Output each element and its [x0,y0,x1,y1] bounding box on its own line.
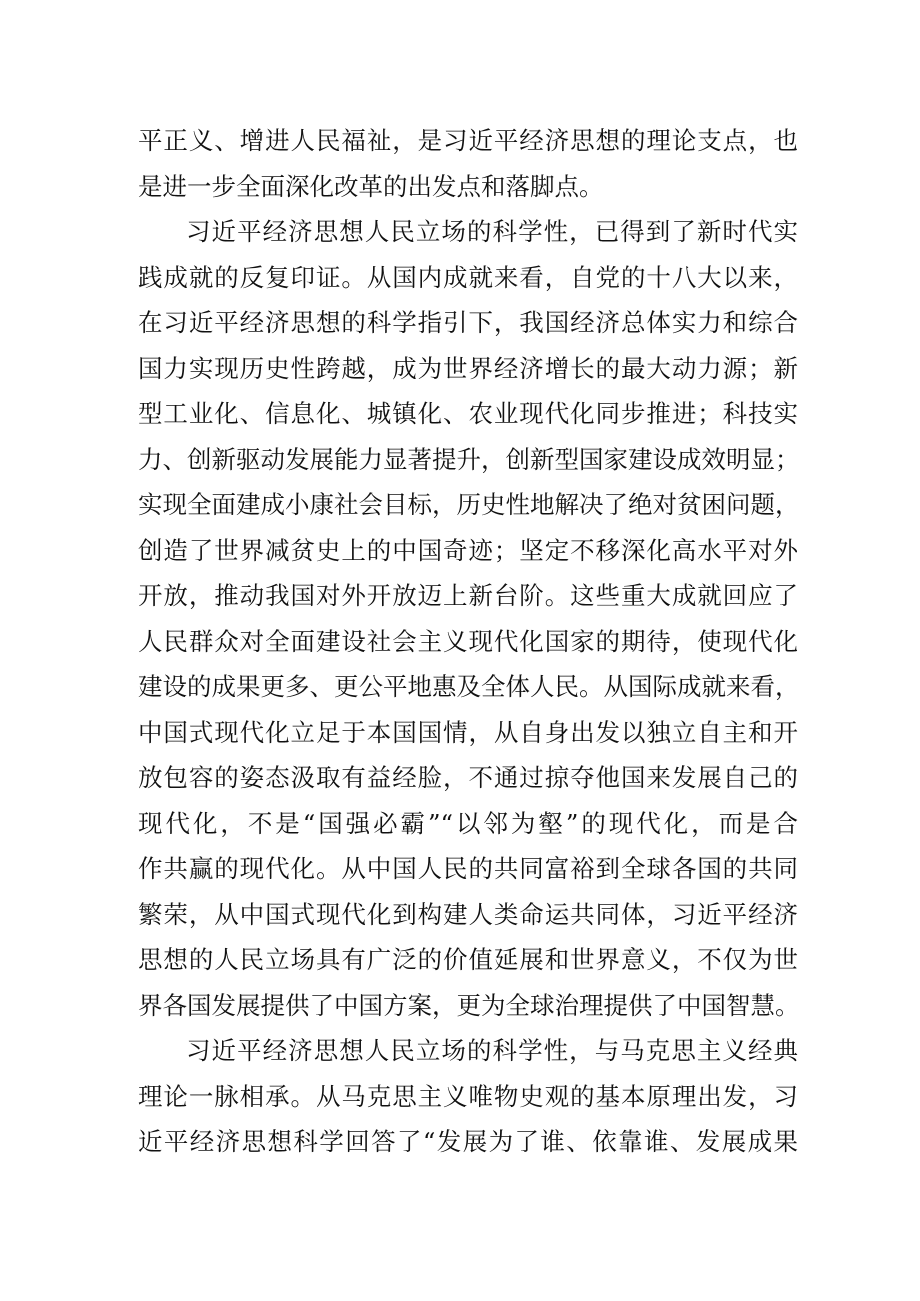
text-line: 践成就的反复印证。从国内成就来看，自党的十八大以来， [138,262,798,292]
body-text [138,118,798,1165]
text-line: 创造了世界减贫史上的中国奇迹；坚定不移深化高水平对外 [138,535,798,565]
paragraph-first-line: 习近平经济思想人民立场的科学性，已得到了新时代实 [186,217,798,246]
text-line: 思想的人民立场具有广泛的价值延展和世界意义，不仅为世 [138,945,798,974]
text-line: 实现全面建成小康社会目标，历史性地解决了绝对贫困问题， [138,490,800,519]
text-line: 力、创新驱动发展能力显著提升，创新型国家建设成效明显； [138,444,800,474]
text-line: 是进一步全面深化改革的出发点和落脚点。 [138,171,604,201]
text-line: 平正义、增进人民福祉，是习近平经济思想的理论支点，也 [138,126,798,155]
text-line: 中国式现代化立足于本国国情，从自身出发以独立自主和开 [138,717,798,747]
text-line: 建设的成果更多、更公平地惠及全体人民。从国际成就来看， [138,672,800,701]
text-line: 国力实现历史性跨越，成为世界经济增长的最大动力源；新 [138,353,798,383]
text-line: 繁荣，从中国式现代化到构建人类命运共同体，习近平经济 [138,899,798,929]
text-line: 近平经济思想科学回答了“发展为了谁、依靠谁、发展成果 [138,1127,798,1156]
text-line: 界各国发展提供了中国方案，更为全球治理提供了中国智慧。 [138,990,800,1020]
text-line: 在习近平经济思想的科学指引下，我国经济总体实力和综合 [138,308,798,337]
text-line: 开放，推动我国对外开放迈上新台阶。这些重大成就回应了 [138,581,798,610]
paragraph-first-line: 习近平经济思想人民立场的科学性，与马克思主义经典 [186,1036,798,1065]
text-line: 放包容的姿态汲取有益经脸，不通过掠夺他国来发展自己的 [138,763,798,792]
text-line: 人民群众对全面建设社会主义现代化国家的期待，使现代化 [138,626,798,656]
text-line: 作共赢的现代化。从中国人民的共同富裕到全球各国的共同 [138,854,798,883]
text-line: 型工业化、信息化、城镇化、农业现代化同步推进；科技实 [138,399,798,428]
text-line: 现代化，不是“国强必霸”“以邻为壑”的现代化，而是合 [138,808,798,838]
text-line: 理论一脉相承。从马克思主义唯物史观的基本原理出发，习 [138,1081,798,1111]
